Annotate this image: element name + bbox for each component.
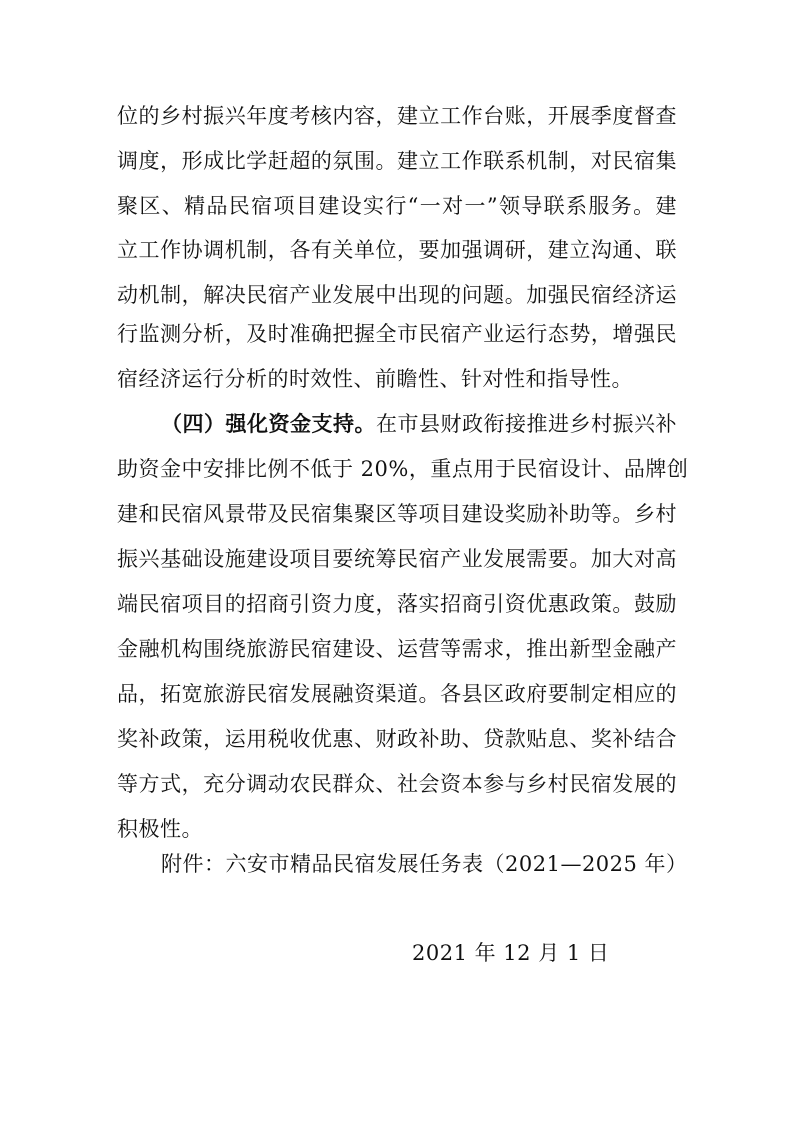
paragraph2-line-1-text: 在市县财政衔接推进乡村振兴补	[376, 412, 677, 436]
paragraph2-line-2: 助资金中安排比例不低于 20%，重点用于民宿设计、品牌创	[117, 457, 689, 481]
paragraph2-line-7: 品，拓宽旅游民宿发展融资渠道。各县区政府要制定相应的	[117, 682, 677, 706]
paragraph2-line-8: 奖补政策，运用税收优惠、财政补助、贷款贴息、奖补结合	[117, 727, 677, 751]
paragraph1-line-6: 行监测分析，及时准确把握全市民宿产业运行态势，增强民	[117, 322, 677, 346]
paragraph2-line-3: 建和民宿风景带及民宿集聚区等项目建设奖励补助等。乡村	[117, 502, 677, 526]
attachment-note: 附件：六安市精品民宿发展任务表（2021—2025 年）	[161, 852, 688, 876]
paragraph2-line-6: 金融机构围绕旅游民宿建设、运营等需求，推出新型金融产	[117, 637, 677, 661]
paragraph2-line-4: 振兴基础设施建设项目要统筹民宿产业发展需要。加大对高	[117, 547, 677, 571]
paragraph2-line-9: 等方式，充分调动农民群众、社会资本参与乡村民宿发展的	[117, 772, 677, 796]
paragraph2-line-1	[161, 412, 677, 436]
paragraph1-line-1: 位的乡村振兴年度考核内容，建立工作台账，开展季度督查	[117, 104, 677, 128]
paragraph1-line-3: 聚区、精品民宿项目建设实行“一对一”领导联系服务。建	[117, 194, 677, 218]
paragraph2-line-5: 端民宿项目的招商引资力度，落实招商引资优惠政策。鼓励	[117, 592, 677, 616]
paragraph1-line-7: 宿经济运行分析的时效性、前瞻性、针对性和指导性。	[117, 367, 633, 391]
paragraph1-line-5: 动机制，解决民宿产业发展中出现的问题。加强民宿经济运	[117, 283, 677, 307]
paragraph1-line-4: 立工作协调机制，各有关单位，要加强调研，建立沟通、联	[117, 238, 677, 262]
document-date: 2021 年 12 月 1 日	[412, 941, 610, 965]
paragraph2-line-10: 积极性。	[117, 817, 203, 841]
paragraph1-line-2: 调度，形成比学赶超的氛围。建立工作联系机制，对民宿集	[117, 149, 677, 173]
section-heading: （四）强化资金支持。	[161, 411, 376, 436]
